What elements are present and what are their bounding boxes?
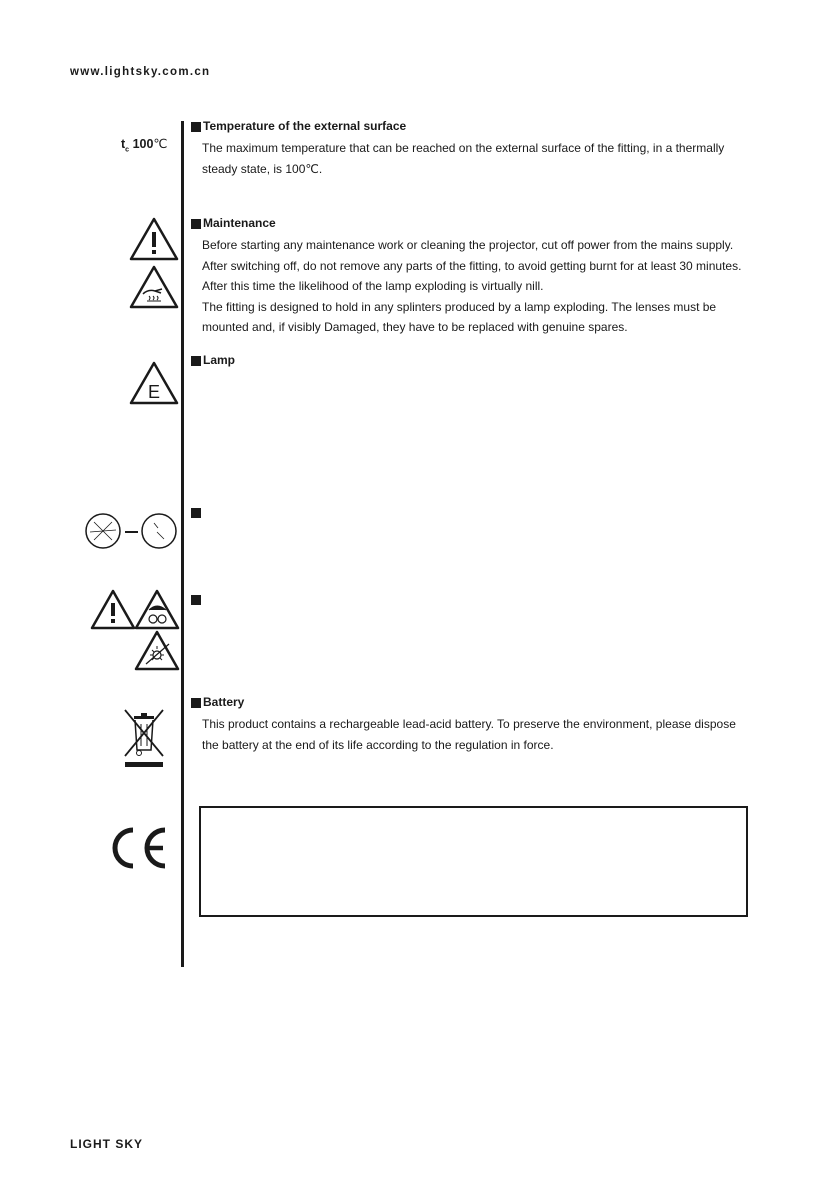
lamp-type-e-icon — [128, 360, 180, 406]
square-bullet-icon — [191, 356, 201, 366]
lamp-icon-letter: E — [147, 382, 161, 402]
footer-brand: LIGHT SKY — [70, 1137, 144, 1151]
maintenance-title: Maintenance — [203, 216, 276, 230]
temperature-heading — [191, 119, 724, 134]
ce-mark-icon — [106, 826, 170, 870]
battery-heading — [191, 695, 736, 710]
maintenance-section — [191, 216, 741, 338]
text-line: the battery at the end of its life according to the regulation in force. — [202, 737, 554, 752]
temp-symbol-unit: ℃ — [153, 137, 168, 151]
lamp-section — [191, 353, 235, 368]
text-line: Before starting any maintenance work or cleaning the projector, cut off power from the mains supply. — [202, 238, 734, 252]
temperature-title: Temperature of the external surface — [203, 119, 407, 133]
battery-title: Battery — [203, 695, 245, 709]
text-line: The maximum temperature that can be reached on the external surface of the fitting, in a thermally — [202, 141, 725, 155]
lens-heading — [191, 505, 203, 520]
maintenance-body — [191, 235, 741, 338]
battery-section — [191, 695, 736, 755]
hot-surface-warning-icon — [128, 264, 180, 310]
text-line: steady state, is 100℃. — [202, 161, 323, 176]
protection-heading — [191, 592, 203, 607]
battery-body — [191, 714, 736, 755]
text-line: The fitting is designed to hold in any splinters produced by a lamp exploding. The lenses must be — [202, 299, 717, 314]
square-bullet-icon — [191, 122, 201, 132]
protection-warnings-icon — [90, 588, 180, 672]
square-bullet-icon — [191, 698, 201, 708]
protection-section — [191, 592, 203, 607]
margin-rule — [181, 121, 184, 967]
temp-symbol-base: t — [121, 137, 126, 151]
ce-declaration-box — [199, 806, 748, 917]
text-line: After this time the likelihood of the lamp exploding is virtually nill. — [202, 279, 544, 293]
square-bullet-icon — [191, 508, 201, 518]
temp-symbol-value: 100 — [132, 137, 154, 151]
temperature-symbol — [121, 136, 167, 154]
text-line: mounted and, if visibly Damaged, they have to be replaced with genuine spares. — [202, 320, 628, 334]
website-url: www.lightsky.com.cn — [70, 66, 211, 78]
lamp-heading — [191, 353, 235, 368]
lamp-title: Lamp — [203, 353, 236, 367]
text-line: This product contains a rechargeable lead-acid battery. To preserve the environment, please dispose — [202, 717, 736, 731]
temp-symbol-sub: c — [125, 146, 130, 154]
weee-crossed-bin-icon — [122, 708, 168, 770]
text-line: After switching off, do not remove any parts of the fitting, to avoid getting burnt for at least 30 minutes. — [202, 258, 742, 273]
warning-triangle-icon — [128, 216, 180, 262]
maintenance-heading — [191, 216, 741, 231]
temperature-section — [191, 119, 724, 179]
temperature-body — [191, 138, 724, 179]
lens-section — [191, 505, 203, 520]
square-bullet-icon — [191, 219, 201, 229]
square-bullet-icon — [191, 595, 201, 605]
damaged-lens-replacement-icon — [84, 510, 180, 554]
